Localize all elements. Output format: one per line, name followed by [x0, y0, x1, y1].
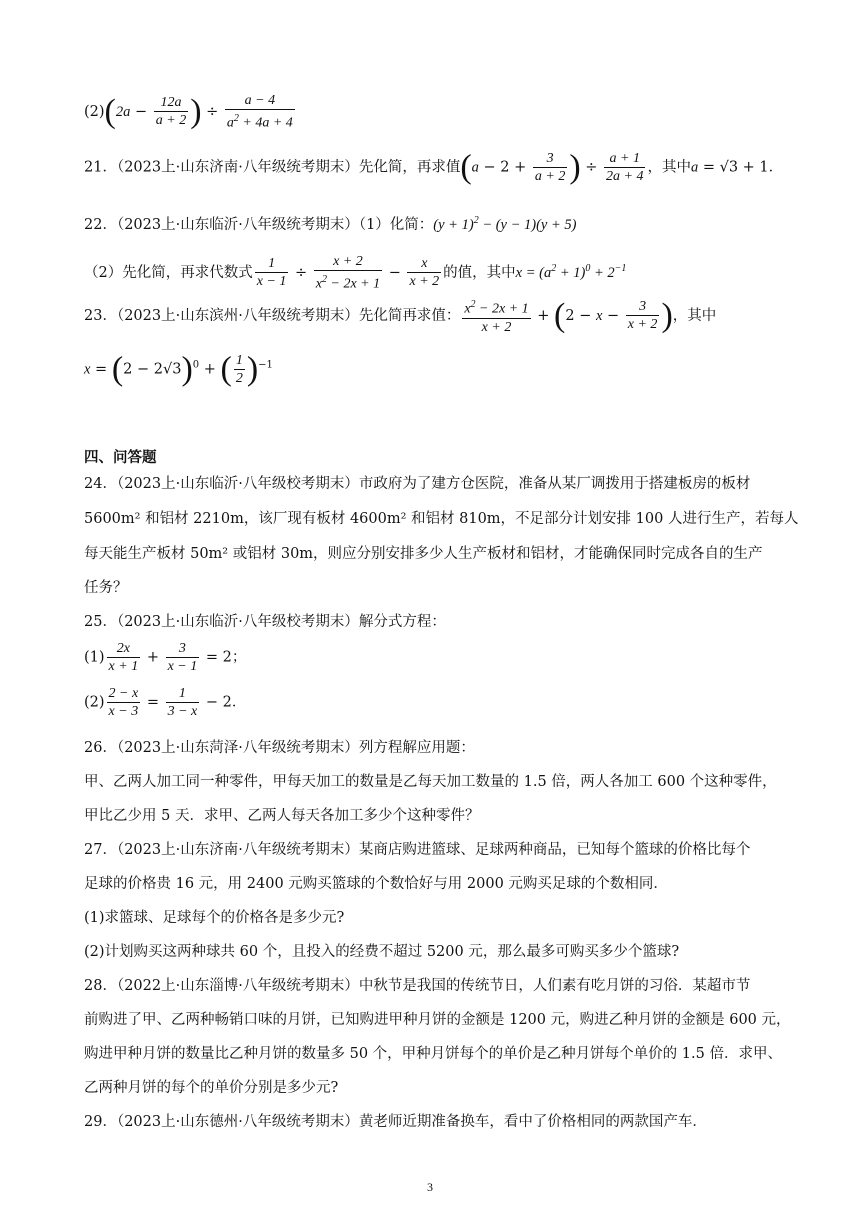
- q26-line1: 26．（2023上·山东菏泽·八年级统考期末）列方程解应用题：: [84, 740, 475, 756]
- q25-line1: 25．（2023上·山东临沂·八年级校考期末）解分式方程：: [84, 614, 446, 630]
- q25-eq1: (1) $\frac{2x}{x + 1}$ + $\frac{3}{x - 1}$ = 2；: [84, 641, 247, 674]
- q27-line4: (2)计划购买这两种球共 60 个，且投入的经费不超过 5200 元，那么最多可购买多少个篮球?: [84, 944, 680, 960]
- q28-line2: 前购进了甲、乙两种畅销口味的月饼，已知购进甲种月饼的金额是 1200 元，购进乙种月饼的金额是 600 元，: [84, 1012, 791, 1028]
- page-number: 3: [427, 1180, 433, 1194]
- section-title: 四、问答题: [84, 449, 157, 466]
- question-22-part1: 22．（2023上·山东临沂·八年级统考期末）（1）化简：$(y + 1)^2 - (y - 1)(y + 5)$: [84, 215, 577, 233]
- question-23-x: $x = (2 - 2√3)^0$ + ( $\frac{1}{2}$ )$^{-1}$: [84, 350, 273, 388]
- q24-line1: 24．（2023上·山东临沂·八年级校考期末）市政府为了建方仓医院，准备从某厂调拨用于搭建板房的板材: [84, 476, 751, 492]
- q25-eq2: (2) $\frac{2 - x}{x - 3}$ = $\frac{1}{3 - x}$ − 2．: [84, 686, 247, 719]
- q24-line4: 任务？: [84, 580, 128, 596]
- q24-line2: 5600m² 和铝材 2210m，该厂现有板材 4600m² 和铝材 810m，不足部分计划安排 100 人进行生产，若每人: [84, 511, 799, 527]
- q27-line2: 足球的价格贵 16 元，用 2400 元购买篮球的个数恰好与用 2000 元购买足球的个数相同．: [84, 876, 668, 892]
- question-21: 21．（2023上·山东济南·八年级统考期末）先化简，再求值(a − 2 + $\frac{3}{a + 2}$ ) ÷ $\frac{a + 1}{2a + 4}$ ，其中a = √3 + 1．: [84, 148, 784, 186]
- q28-line3: 购进甲种月饼的数量比乙种月饼的数量多 50 个，甲种月饼每个的单价是乙种月饼每个单价的 1.5 倍．求甲、: [84, 1046, 782, 1062]
- q28-line4: 乙两种月饼的每个的单价分别是多少元?: [84, 1080, 339, 1096]
- q26-line3: 甲比乙少用 5 天．求甲、乙两人每天各加工多少个这种零件？: [84, 808, 480, 824]
- question-22-part2: （2）先化简，再求代数式 $\frac{1}{x - 1}$ ÷ $\frac{x + 2}{x^2 - 2x + 1}$ − $\frac{x}{x + 2}$ 的值，其中$x = (a^2 + 1)^0 + 2^{-1}$: [84, 254, 627, 292]
- q27-line3: (1)求篮球、足球每个的价格各是多少元?: [84, 910, 345, 926]
- q26-line2: 甲、乙两人加工同一种零件，甲每天加工的数量是乙每天加工数量的 1.5 倍，两人各加工 600 个这种零件，: [84, 774, 777, 790]
- q27-line1: 27．（2023上·山东济南·八年级统考期末）某商店购进篮球、足球两种商品，已知每个篮球的价格比每个: [84, 842, 751, 858]
- q24-line3: 每天能生产板材 50m² 或铝材 30m，则应分别安排多少人生产板材和铝材，才能确保同时完成各自的生产: [84, 546, 763, 562]
- q20-part2: (2)(2a − $\frac{12a}{a + 2}$ ) ÷ $\frac{a - 4}{a^2 + 4a + 4}$: [84, 92, 293, 131]
- q28-line1: 28．（2022上·山东淄博·八年级统考期末）中秋节是我国的传统节日，人们素有吃月饼的习俗．某超市节: [84, 978, 751, 994]
- q29-line1: 29．（2023上·山东德州·八年级统考期末）黄老师近期准备换车，看中了价格相同的两款国产车．: [84, 1114, 707, 1130]
- question-23: 23．（2023上·山东滨州·八年级统考期末）先化简再求值： $\frac{x^2 - 2x + 1}{x + 2}$ + (2 − x − $\frac{3}{x + 2}$ )，其中: [84, 296, 717, 335]
